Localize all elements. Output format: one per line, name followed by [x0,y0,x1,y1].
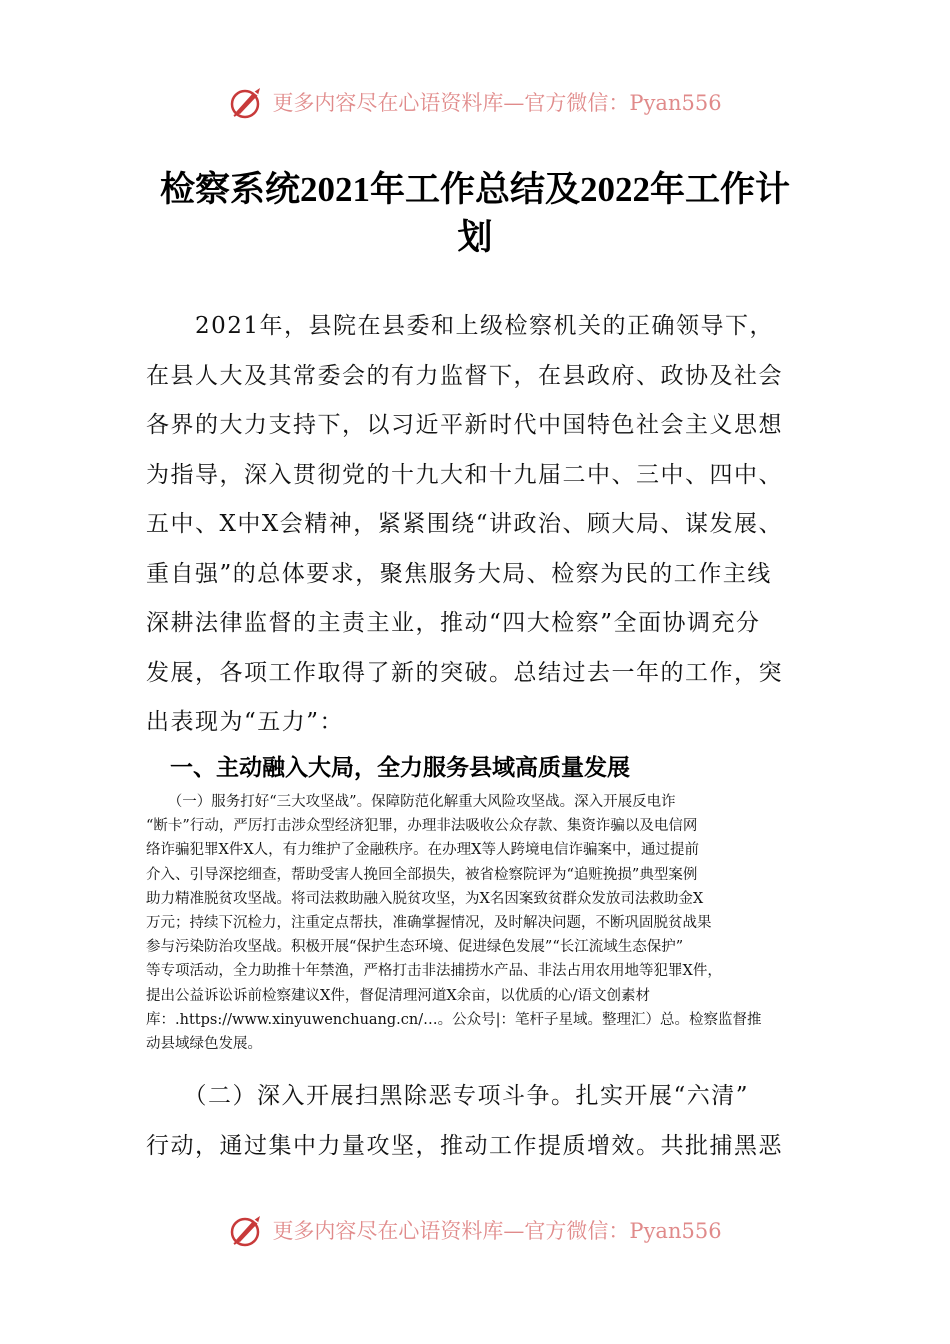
paragraph-line: 万元；持续下沉检力，注重定点帮扶，准确掌握情况，及时解决问题，不断巩固脱贫战果 [146,915,712,932]
paragraph-line: 络诈骗犯罪X件X人，有力维护了金融秩序。在办理X等人跨境电信诈骗案中，通过提前 [146,842,699,859]
watermark-text: 更多内容尽在心语资料库—官方微信：Pyan556 [272,91,722,115]
paragraph-line: 各界的大力支持下，以习近平新时代中国特色社会主义思想 [146,412,783,438]
paragraph-line: （一）服务打好“三大攻坚战”。保障防范化解重大风险攻坚战。深入开展反电诈 [146,794,676,810]
paragraph-line: 提出公益诉讼诉前检察建议X件，督促清理河道X余亩，以优质的心/语文创素材 [146,987,651,1004]
title-line: 检察系统2021年工作总结及2022年工作计 [159,170,790,209]
footer-watermark [0,1208,950,1252]
paragraph-line: 出表现为“五力”： [146,709,345,735]
pen-nib-logo-icon [228,82,268,122]
paragraph-line: 为指导，深入贯彻党的十九大和十九届二中、三中、四中、 [146,461,783,488]
paragraph-line: 2021年，县院在县委和上级检察机关的正确领导下， [146,313,775,339]
paragraph-line: 助力精准脱贫攻坚战。将司法救助融入脱贫攻坚，为X名因案致贫群众发放司法救助金X [146,890,704,907]
subsection-paragraph-1 [146,790,808,1056]
watermark-text: 更多内容尽在心语资料库—官方微信：Pyan556 [272,1219,722,1243]
paragraph-line: （二）深入开展扫黑除恶专项斗争。扎实开展“六清” [146,1083,750,1109]
intro-paragraph [146,302,808,748]
title-line: 划 [457,218,493,257]
paragraph-line: 五中、X中X会精神，紧紧围绕“讲政治、顾大局、谋发展、 [146,511,784,537]
paragraph-line: 库：.https://www.xinyuwenchuang.cn/…。公众号|：笔杆子星域。整理汇）总。检察监督推 [146,1011,762,1028]
paragraph-line: 参与污染防治攻坚战。积极开展“保护生态环境、促进绿色发展”“长江流域生态保护” [146,939,684,956]
paragraph-line: 介入、引导深挖细查，帮助受害人挽回全部损失，被省检察院评为“追赃挽损”典型案例 [146,866,698,883]
paragraph-line: “断卡”行动，严厉打击涉众型经济犯罪，办理非法吸收公众存款、集资诈骗以及电信网 [146,818,698,835]
subsection-paragraph-2 [146,1072,808,1171]
paragraph-line: 等专项活动，全力助推十年禁渔，严格打击非法捕捞水产品、非法占用农用地等犯罪X件， [146,963,722,980]
paragraph-line: 深耕法律监督的主责主业，推动“四大检察”全面协调充分 [146,610,761,636]
paragraph-line: 行动，通过集中力量攻坚，推动工作提质增效。共批捕黑恶 [146,1132,783,1159]
paragraph-line: 发展，各项工作取得了新的突破。总结过去一年的工作，突 [146,659,783,686]
paragraph-line: 动县域绿色发展。 [146,1036,262,1053]
document-title [120,166,830,262]
pen-nib-logo-icon [228,1210,268,1250]
header-watermark [0,80,950,124]
paragraph-line: 在县人大及其常委会的有力监督下，在县政府、政协及社会 [146,362,783,389]
section-heading: 一、主动融入大局，全力服务县域高质量发展 [170,755,630,781]
paragraph-line: 重自强”的总体要求，聚焦服务大局、检察为民的工作主线 [146,560,772,587]
